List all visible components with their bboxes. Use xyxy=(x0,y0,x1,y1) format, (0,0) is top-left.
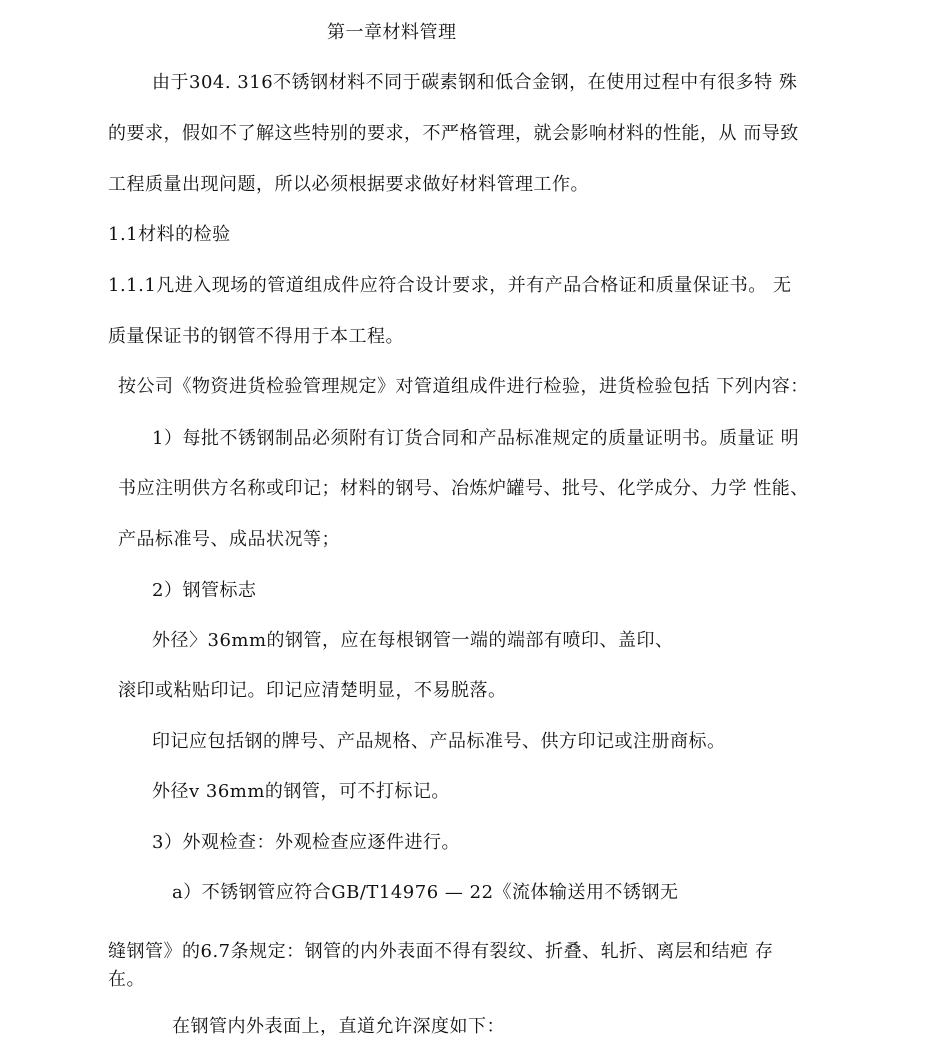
paragraph-line: 工程质量出现问题，所以必须根据要求做好材料管理工作。 xyxy=(108,174,589,195)
paragraph-line: 外径v 36mm的钢管，可不打标记。 xyxy=(152,781,450,802)
paragraph-line: 滚印或粘贴印记。印记应清楚明显，不易脱落。 xyxy=(118,680,507,701)
chapter-title: 第一章材料管理 xyxy=(327,22,457,43)
paragraph-line: 外径〉36mm的钢管，应在每根钢管一端的端部有喷印、盖印、 xyxy=(152,630,674,651)
paragraph-line: 的要求，假如不了解这些特别的要求，不严格管理，就会影响材料的性能，从 而导致 xyxy=(108,123,799,144)
paragraph-line: 在钢管内外表面上，直道允许深度如下： xyxy=(172,1016,505,1037)
list-item-line: 产品标准号、成品状况等； xyxy=(118,529,340,550)
sub-item-line: a）不锈钢管应符合GB/T14976 — 22《流体输送用不锈钢无 xyxy=(172,882,679,903)
paragraph-line: 由于304. 316不锈钢材料不同于碳素钢和低合金钢，在使用过程中有很多特 殊 xyxy=(152,72,798,93)
paragraph-line: 缝钢管》的6.7条规定：钢管的内外表面不得有裂纹、折叠、轧折、离层和结疤 存 xyxy=(108,941,774,962)
list-item-line: 3）外观检查：外观检查应逐件进行。 xyxy=(152,832,460,853)
list-item-line: 1）每批不锈钢制品必须附有订货合同和产品标准规定的质量证明书。质量证 明 xyxy=(152,428,800,449)
section-heading: 1.1材料的检验 xyxy=(108,224,231,245)
paragraph-line: 按公司《物资进货检验管理规定》对管道组成件进行检验，进货检验包括 下列内容： xyxy=(118,376,809,397)
paragraph-line: 质量保证书的钢管不得用于本工程。 xyxy=(108,326,404,347)
paragraph-line: 1.1.1凡进入现场的管道组成件应符合设计要求，并有产品合格证和质量保证书。 无 xyxy=(108,275,792,296)
paragraph-line: 印记应包括钢的牌号、产品规格、产品标准号、供方印记或注册商标。 xyxy=(152,731,726,752)
list-item-line: 书应注明供方名称或印记；材料的钢号、冶炼炉罐号、批号、化学成分、力学 性能、 xyxy=(118,478,809,499)
paragraph-line: 在。 xyxy=(108,969,145,990)
list-item-line: 2）钢管标志 xyxy=(152,580,257,601)
